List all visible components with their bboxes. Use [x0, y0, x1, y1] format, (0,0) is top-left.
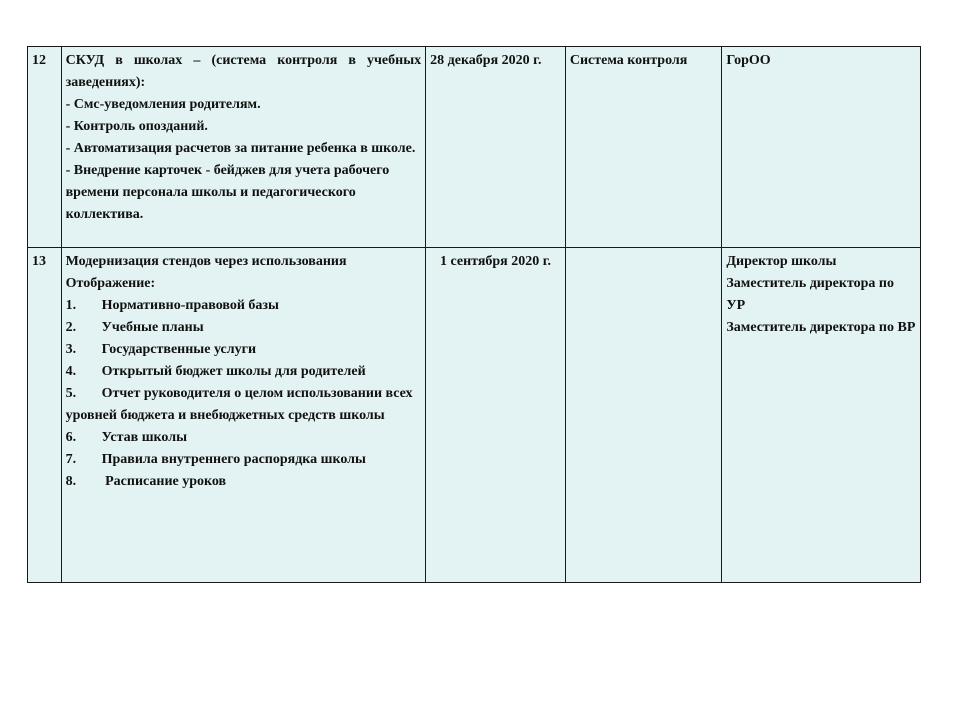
list-item-text: Отчет руководителя о целом использовании всех уровней бюджета и внебюджетных средств школы: [65, 386, 413, 423]
task-intro: Модернизация стендов через использования Отображение:: [65, 254, 347, 291]
deadline-cell: 1 сентября 2020 г.: [426, 248, 566, 583]
task-line: - Контроль опозданий.: [65, 119, 208, 134]
list-item-number: 6.: [65, 430, 77, 445]
list-item-text: Государственные услуги: [101, 342, 257, 357]
result-cell: Система контроля: [565, 47, 722, 248]
list-item-number: 5.: [65, 386, 77, 401]
responsible-cell: [722, 248, 921, 583]
task-line: - Смс-уведомления родителям.: [65, 97, 261, 112]
list-item-number: 3.: [65, 342, 77, 357]
table-row: [28, 47, 921, 248]
list-item-number: 4.: [65, 364, 77, 379]
responsible-line: Заместитель директора по УР: [726, 276, 894, 313]
plan-table: [27, 46, 921, 583]
list-item-text: Открытый бюджет школы для родителей: [101, 364, 366, 379]
responsible-line: Директор школы: [726, 254, 837, 269]
list-item: [66, 383, 422, 427]
table-row: [28, 248, 921, 583]
list-item-text: Учебные планы: [101, 320, 204, 335]
row-number: 12: [28, 47, 62, 248]
task-description: [61, 248, 426, 583]
result-cell: [565, 248, 722, 583]
list-item-text: Расписание уроков: [101, 474, 227, 489]
responsible-cell: ГорОО: [722, 47, 921, 248]
list-item-number: 8.: [65, 474, 77, 489]
task-line: СКУД в школах – (система контроля в учебных заведениях):: [65, 53, 422, 90]
deadline-cell: 28 декабря 2020 г.: [426, 47, 566, 248]
responsible-line: Заместитель директора по ВР: [726, 320, 916, 335]
list-item-number: 1.: [65, 298, 77, 313]
list-item: [66, 471, 422, 493]
row-number: 13: [28, 248, 62, 583]
list-item: [66, 427, 422, 449]
list-item: [66, 361, 422, 383]
list-item: [66, 317, 422, 339]
list-item: [66, 339, 422, 361]
task-line: - Автоматизация расчетов за питание ребенка в школе.: [65, 141, 416, 156]
list-item: [66, 449, 422, 471]
list-item-number: 7.: [65, 452, 77, 467]
list-item-text: Устав школы: [101, 430, 187, 445]
list-item-text: Правила внутреннего распорядка школы: [101, 452, 366, 467]
list-item-number: 2.: [65, 320, 77, 335]
task-line: - Внедрение карточек - бейджев для учета рабочего времени персонала школы и педагогического коллектива.: [65, 163, 390, 222]
list-item: [66, 295, 422, 317]
task-description: [61, 47, 426, 248]
list-item-text: Нормативно-правовой базы: [101, 298, 279, 313]
